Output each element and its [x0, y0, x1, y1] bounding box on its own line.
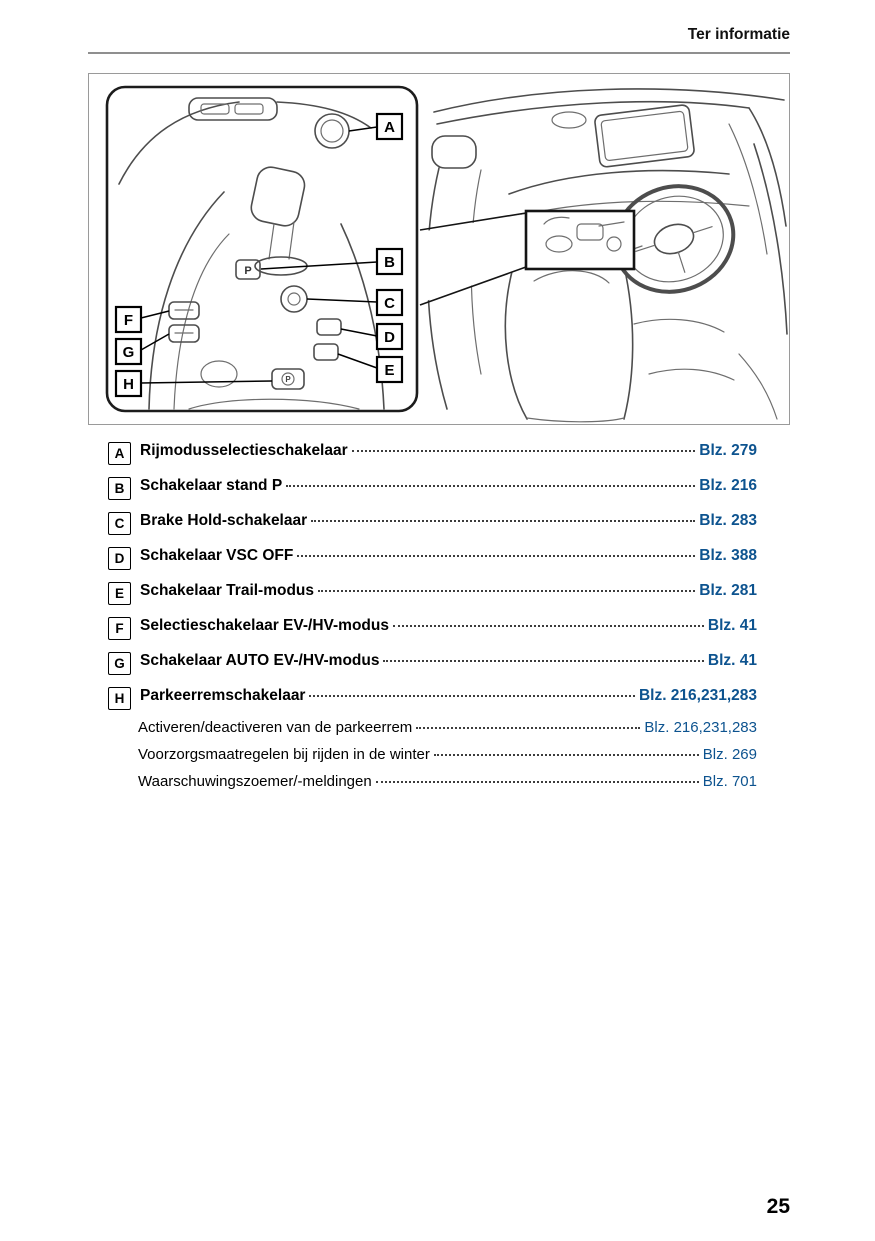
- page-header-title: Ter informatie: [687, 26, 790, 43]
- callout-key-box: [108, 442, 131, 465]
- callout-key: E: [114, 586, 124, 601]
- callout-key-box: [108, 547, 131, 570]
- callout-key: D: [114, 551, 125, 566]
- index-row-B: [108, 474, 757, 497]
- index-list: [88, 439, 790, 790]
- index-sublabel: Activeren/deactiveren van de parkeerrem: [138, 719, 413, 736]
- page-reference-link[interactable]: Blz. 701: [702, 773, 757, 790]
- callout-key-box: [108, 477, 131, 500]
- dotted-leader: [376, 781, 699, 783]
- dotted-leader: [297, 555, 695, 557]
- callout-box-F: [116, 307, 141, 332]
- callout-key-box: [108, 652, 131, 675]
- index-row-H: [108, 684, 757, 707]
- index-row-G: [108, 649, 757, 672]
- callout-box-E: [377, 357, 402, 382]
- page-reference-link[interactable]: Blz. 269: [702, 746, 757, 763]
- callout-key: B: [114, 481, 125, 496]
- callout-box-A: [377, 114, 402, 139]
- index-row-F: [108, 614, 757, 637]
- page-reference-link[interactable]: Blz. 283: [699, 512, 757, 529]
- index-sublabel: Voorzorgsmaatregelen bij rijden in de winter: [138, 746, 430, 763]
- callout-box-D: [377, 324, 402, 349]
- callout-letter-D: D: [384, 329, 395, 346]
- index-subrow-1: [138, 719, 757, 736]
- dotted-leader: [286, 485, 695, 487]
- page-reference-link[interactable]: Blz. 216: [699, 477, 757, 494]
- index-label: Schakelaar VSC OFF: [140, 547, 294, 564]
- index-label: Schakelaar Trail-modus: [140, 582, 315, 599]
- index-row-E: [108, 579, 757, 602]
- index-label: Parkeerremschakelaar: [140, 687, 306, 704]
- infotainment-screen-sketch: [594, 104, 695, 167]
- index-row-D: [108, 544, 757, 567]
- page-reference-link[interactable]: Blz. 216,231,283: [644, 719, 757, 736]
- page-reference-link[interactable]: Blz. 216,231,283: [638, 687, 757, 704]
- console-diagram-svg: [89, 74, 789, 424]
- callout-key-box: [108, 582, 131, 605]
- dotted-leader: [383, 660, 703, 662]
- console-inset-panel: [107, 87, 417, 411]
- callout-letter-E: E: [384, 362, 395, 379]
- dotted-leader: [416, 727, 640, 729]
- dotted-leader: [434, 754, 699, 756]
- page-reference-link[interactable]: Blz. 41: [707, 652, 757, 669]
- page-reference-link[interactable]: Blz. 279: [699, 442, 757, 459]
- callout-letter-B: B: [384, 254, 395, 271]
- highlight-region: [526, 211, 634, 269]
- callout-letter-A: A: [384, 119, 395, 136]
- index-row-A: [108, 439, 757, 462]
- index-label: Selectieschakelaar EV-/HV-modus: [140, 617, 389, 634]
- p-button-label: P: [244, 265, 252, 277]
- dotted-leader: [311, 520, 695, 522]
- callout-key: H: [114, 691, 125, 706]
- dotted-leader: [318, 590, 695, 592]
- index-row-C: [108, 509, 757, 532]
- callout-key-box: [108, 512, 131, 535]
- callout-letter-H: H: [123, 376, 134, 393]
- dotted-leader: [309, 695, 634, 697]
- zoom-wedge: [420, 213, 526, 305]
- page-reference-link[interactable]: Blz. 281: [699, 582, 757, 599]
- index-subrow-3: [138, 773, 757, 790]
- index-sublabel: Waarschuwingszoemer/-meldingen: [138, 773, 372, 790]
- dotted-leader: [393, 625, 704, 627]
- callout-box-G: [116, 339, 141, 364]
- header-divider: [88, 52, 790, 54]
- index-label: Brake Hold-schakelaar: [140, 512, 308, 529]
- callout-letter-G: G: [122, 344, 135, 361]
- callout-box-C: [377, 290, 402, 315]
- page-reference-link[interactable]: Blz. 41: [707, 617, 757, 634]
- callout-box-H: [116, 371, 141, 396]
- parking-brake-icon: P: [285, 375, 291, 384]
- callout-box-B: [377, 249, 402, 274]
- callout-key: G: [114, 656, 125, 671]
- callout-key: C: [114, 516, 125, 531]
- callout-letter-F: F: [123, 312, 134, 329]
- index-label: Rijmodusselectieschakelaar: [140, 442, 348, 459]
- dotted-leader: [352, 450, 696, 452]
- page-reference-link[interactable]: Blz. 388: [699, 547, 757, 564]
- index-subrow-2: [138, 746, 757, 763]
- callout-key-box: [108, 687, 131, 710]
- callout-letter-C: C: [384, 295, 395, 312]
- callout-key: A: [114, 446, 125, 461]
- index-label: Schakelaar AUTO EV-/HV-modus: [140, 652, 380, 669]
- index-label: Schakelaar stand P: [140, 477, 283, 494]
- console-diagram-figure: [88, 73, 790, 425]
- callout-key: F: [115, 621, 124, 636]
- page-number: 25: [766, 1195, 790, 1218]
- callout-key-box: [108, 617, 131, 640]
